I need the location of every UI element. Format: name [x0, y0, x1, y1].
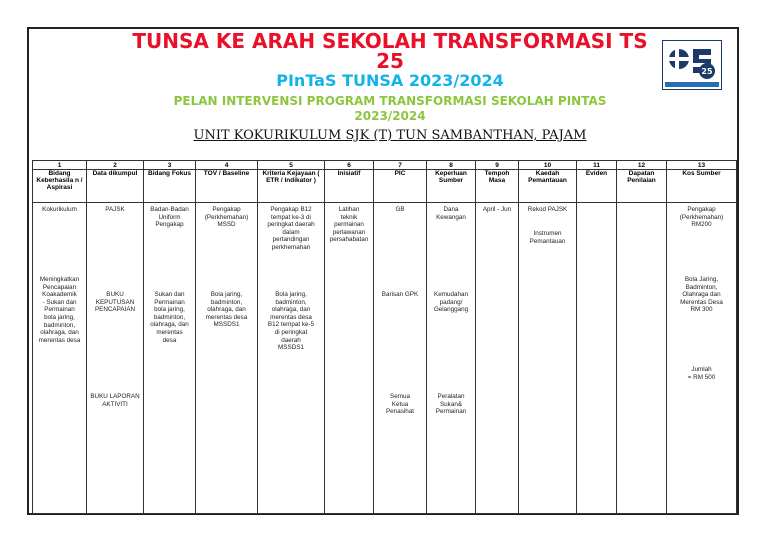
cell-line: dalam [282, 228, 300, 236]
cell-line: Dana [443, 206, 459, 213]
cell-line: Peralatan [437, 393, 465, 400]
cell-text [428, 206, 474, 221]
column-number-row [33, 161, 737, 170]
cell-kriteria-kejayaan [258, 203, 325, 514]
column-header-row [33, 170, 737, 203]
cell-line: MSSDS1 [213, 321, 240, 329]
cell-line: Permainan [435, 408, 467, 416]
cell-text [34, 206, 85, 214]
cell-line: desa [162, 336, 177, 344]
cell-line: Sukan& [439, 400, 463, 408]
cell-line: bola jaring, [154, 306, 185, 314]
cell-text [375, 291, 425, 299]
cell-line: Penasihat [385, 408, 414, 416]
logo-text: 25 [701, 67, 713, 76]
cell-text [668, 276, 735, 314]
cell-text [428, 291, 474, 314]
cell-pic [374, 203, 427, 514]
cell-line: BUKU LAPORAN [90, 393, 140, 400]
cell-line: bola jaring, [44, 313, 75, 321]
cell-text [520, 206, 575, 214]
col-num: 11 [577, 161, 617, 170]
cell-line: badminton, [43, 321, 76, 329]
cell-line: merentas desa [38, 336, 81, 344]
col-header: Kaedah Pemantauan [519, 170, 577, 203]
cell-text [34, 276, 85, 344]
table-row [33, 203, 737, 514]
plan-title-year: 2023/2024 [354, 109, 426, 123]
cell-line: Badminton, [685, 283, 718, 291]
cell-bidang-fokus [144, 203, 196, 514]
cell-line: pertandingan [272, 236, 310, 244]
col-num: 5 [258, 161, 325, 170]
cell-text [259, 291, 323, 352]
cell-line: Pengakap B12 [270, 206, 312, 213]
cell-line: Pengakap [155, 221, 184, 229]
cell-text [428, 393, 474, 416]
col-header: Keperluan Sumber [427, 170, 476, 203]
intervention-table [32, 160, 737, 514]
cell-line: Permainan [154, 298, 185, 306]
cell-line: - Sukan dan [42, 298, 77, 306]
cell-keperluan-sumber [427, 203, 476, 514]
cell-line: Olahraga dan [682, 291, 721, 299]
cell-line: Kewangan [436, 213, 466, 221]
cell-line: Jumlah [691, 366, 712, 373]
col-header: Data dikumpul [87, 170, 144, 203]
plan-title-line: PELAN INTERVENSI PROGRAM TRANSFORMASI SEKOLAH PINTAS [173, 94, 607, 108]
cell-line: peringkat daerah [267, 221, 315, 229]
cell-line: Kokurikulum [42, 206, 77, 213]
cell-line: BUKU [106, 291, 124, 298]
cell-line: Semua [390, 393, 410, 400]
title-line-1b: 25 [376, 49, 404, 73]
cell-line: MSSDS1 [278, 344, 304, 352]
cell-line: padang/ [439, 298, 463, 306]
pintas-title: PInTaS TUNSA 2023/2024 [276, 71, 504, 90]
col-num: 13 [667, 161, 737, 170]
cell-line: Pencapaian [42, 283, 77, 291]
cell-line: Pengakap [687, 206, 716, 213]
col-num: 8 [427, 161, 476, 170]
cell-line: MSSD [217, 221, 236, 229]
cell-line: perkhemahan [271, 243, 311, 251]
cell-line: Latihan [338, 206, 360, 213]
cell-line: tempat ke-3 di [271, 213, 311, 221]
cell-line: perlawanan [332, 228, 366, 236]
cell-line: Badan-Badan [150, 206, 189, 213]
cell-line: Instrumen [533, 230, 562, 237]
cell-line: Bola jaring, [210, 291, 243, 298]
cell-line: Barisan GPK [381, 291, 419, 298]
cell-text [375, 393, 425, 416]
col-header: PIC [374, 170, 427, 203]
col-num: 1 [33, 161, 87, 170]
cell-text [520, 230, 575, 245]
cell-line: badminton, [275, 298, 307, 306]
cell-kos-sumber [667, 203, 737, 514]
cell-line: Permainan [44, 306, 75, 314]
col-num: 12 [617, 161, 667, 170]
cell-line: RM200 [691, 221, 712, 229]
cell-line: olahraga, dan [40, 329, 79, 337]
cell-text [326, 206, 372, 244]
cell-tempoh-masa [476, 203, 519, 514]
cell-line: April - Jun [482, 206, 512, 213]
cell-line: Bola Jaring, [684, 276, 719, 283]
cell-line: badminton, [153, 313, 186, 321]
cell-line: permainan [334, 221, 364, 229]
cell-dapatan-penilaian [617, 203, 667, 514]
col-num: 10 [519, 161, 577, 170]
cell-text [197, 206, 256, 229]
cell-line: Koakademik [42, 291, 77, 299]
cell-line: = RM 500 [687, 373, 716, 381]
cell-line: Uniform [158, 213, 181, 221]
cell-line: Bola jaring, [275, 291, 307, 298]
cell-line: Kemudahan [434, 291, 468, 298]
cell-line: merentas [156, 328, 183, 336]
col-header: Kos Sumber [667, 170, 737, 203]
cell-line: teknik [340, 213, 358, 221]
cell-line: B12 tempat ke-5 [267, 321, 315, 329]
col-header: Bidang Fokus [144, 170, 196, 203]
col-header: Dapatan Penilaian [617, 170, 667, 203]
ts25-logo [662, 40, 722, 90]
cell-line: olahraga, dan [271, 306, 311, 314]
col-num: 6 [325, 161, 374, 170]
cell-line: PENCAPAIAN [94, 306, 136, 314]
cell-line: Gelanggang [433, 306, 469, 314]
cell-line: daerah [281, 336, 301, 344]
col-header: Inisiatif [325, 170, 374, 203]
cell-text [668, 206, 735, 229]
cell-text [668, 366, 735, 381]
col-header: Bidang Keberhasila n / Aspirasi [33, 170, 87, 203]
cell-text [88, 291, 142, 314]
cell-line: olahraga, dan [150, 321, 189, 329]
cell-line: olahraga, dan [207, 306, 246, 314]
cell-text [197, 291, 256, 329]
cell-line: badminton, [210, 298, 243, 306]
cell-line: Ketua [391, 400, 409, 408]
col-header: Kriteria Kejayaan ( ETR / Indikator ) [258, 170, 325, 203]
unit-title: UNIT KOKURIKULUM SJK (T) TUN SAMBANTHAN, PAJAM [193, 128, 587, 143]
cell-eviden [577, 203, 617, 514]
cell-text [259, 206, 323, 252]
cell-tov-baseline [196, 203, 258, 514]
col-header: TOV / Baseline [196, 170, 258, 203]
cell-inisiatif [325, 203, 374, 514]
cell-line: merentas desa [205, 313, 248, 321]
cell-text [145, 291, 194, 344]
cell-line: (Perkhemahan) [204, 213, 249, 221]
cell-text [88, 206, 142, 214]
cell-line: Merentas Desa [680, 298, 723, 306]
cell-line: Sukan dan [154, 291, 185, 298]
col-header: Eviden [577, 170, 617, 203]
cell-text [88, 393, 142, 408]
cell-line: KEPUTUSAN [95, 298, 135, 306]
col-num: 9 [476, 161, 519, 170]
cell-kaedah-pemantauan [519, 203, 577, 514]
col-num: 4 [196, 161, 258, 170]
cell-line: Pemantauan [529, 237, 566, 245]
title-line-1: TUNSA KE ARAH SEKOLAH TRANSFORMASI TS [132, 29, 648, 53]
cell-text [375, 206, 425, 214]
col-header: Tempoh Masa [476, 170, 519, 203]
cell-line: AKTIVITI [102, 400, 128, 408]
plan-title [60, 94, 720, 124]
cell-line: (Perkhemahan) [679, 213, 724, 221]
cell-data-dikumpul [87, 203, 144, 514]
cell-line: Meningkatkan [39, 276, 80, 283]
cell-line: RM 300 [690, 306, 713, 314]
col-num: 7 [374, 161, 427, 170]
cell-line: di peringkat [274, 328, 308, 336]
cell-bidang-keberhasilan [33, 203, 87, 514]
col-num: 2 [87, 161, 144, 170]
cell-line: GB [395, 206, 405, 213]
main-title [60, 31, 720, 71]
cell-line: persahabatan [329, 236, 369, 244]
cell-text [477, 206, 517, 214]
cell-line: PAJSK [105, 206, 125, 213]
cell-line: merentas desa [270, 313, 312, 321]
col-num: 3 [144, 161, 196, 170]
cell-line: Rekod PAJSK [527, 206, 568, 213]
cell-line: Pengakap [212, 206, 241, 213]
cell-text [145, 206, 194, 229]
